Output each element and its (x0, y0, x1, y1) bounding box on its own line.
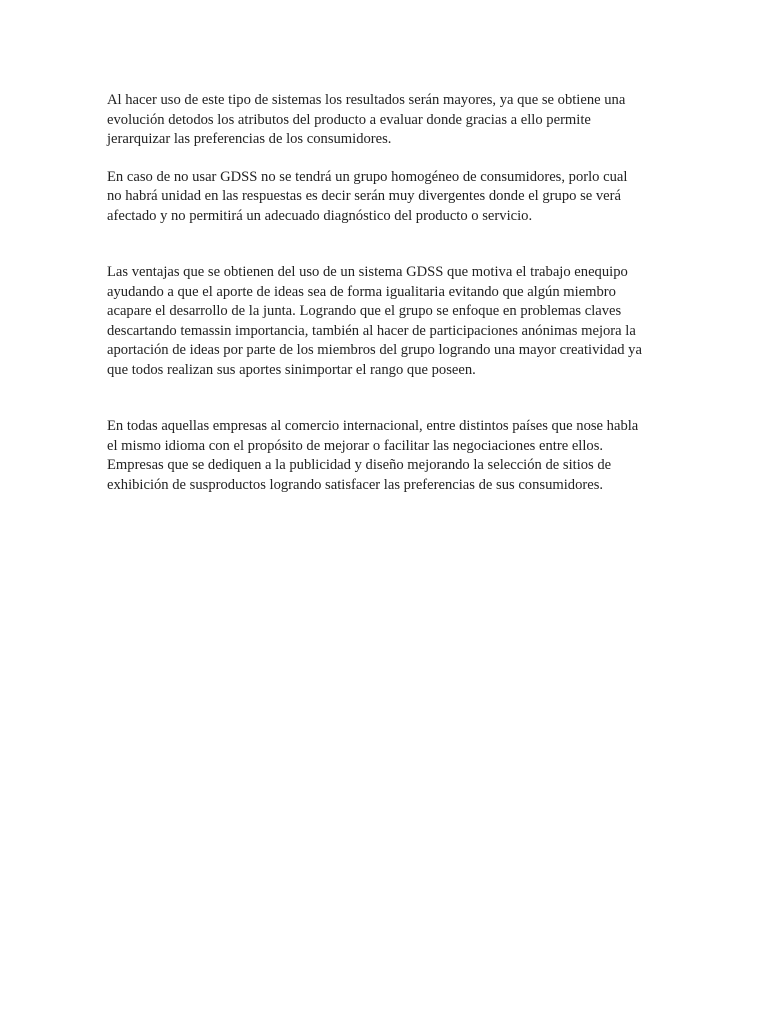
text-line: Al hacer uso de este tipo de sistemas los resultados serán mayores, ya que se obtiene una (107, 92, 626, 108)
text-line: acapare el desarrollo de la junta. Logrando que el grupo se enfoque en problemas claves (107, 303, 622, 319)
document-body (107, 91, 675, 495)
text-line: evolución detodos los atributos del producto a evaluar donde gracias a ello permite (107, 111, 591, 128)
paragraph-1 (107, 91, 675, 150)
paragraph-2 (107, 168, 675, 227)
text-line: jerarquizar las preferencias de los consumidores. (107, 131, 392, 147)
paragraph-3 (107, 263, 675, 380)
text-line: descartando temassin importancia, también al hacer de participaciones anónimas mejora la (107, 322, 636, 339)
text-line: ayudando a que el aporte de ideas sea de forma igualitaria evitando que algún miembro (107, 283, 616, 300)
text-line: que todos realizan sus aportes sinimportar el rango que poseen. (107, 361, 476, 378)
text-line: afectado y no permitirá un adecuado diagnóstico del producto o servicio. (107, 207, 533, 224)
paragraph-4 (107, 417, 675, 495)
text-line: el mismo idioma con el propósito de mejorar o facilitar las negociaciones entre ellos. (107, 437, 604, 454)
text-line: En caso de no usar GDSS no se tendrá un grupo homogéneo de consumidores, porlo cual (107, 168, 628, 185)
text-line: Empresas que se dediquen a la publicidad y diseño mejorando la selección de sitios de (107, 457, 612, 473)
text-line: Las ventajas que se obtienen del uso de un sistema GDSS que motiva el trabajo enequipo (107, 264, 628, 280)
text-line: no habrá unidad en las respuestas es decir serán muy divergentes donde el grupo se verá (107, 188, 621, 204)
text-line: exhibición de susproductos logrando satisfacer las preferencias de sus consumidores. (107, 476, 604, 493)
text-line: aportación de ideas por parte de los miembros del grupo logrando una mayor creatividad ya (107, 342, 642, 358)
text-line: En todas aquellas empresas al comercio internacional, entre distintos países que nose habla (107, 418, 639, 434)
